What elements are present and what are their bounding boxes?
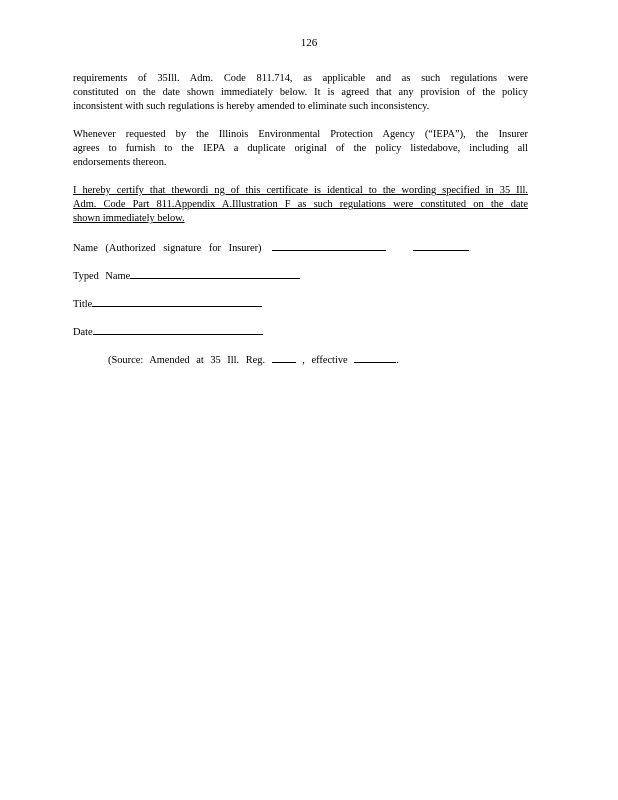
paragraph-certification <box>73 184 528 226</box>
text-line: shown immediately below. <box>73 213 185 224</box>
source-suffix: . <box>396 355 399 366</box>
date-label: Date <box>73 327 93 338</box>
paragraph-compliance <box>73 72 528 114</box>
source-prefix: (Source: Amended at 35 Ill. Reg. <box>108 355 266 366</box>
signature-blank[interactable] <box>272 240 386 251</box>
signature-blank-secondary[interactable] <box>413 240 469 251</box>
register-number-blank[interactable] <box>272 352 296 363</box>
text-line: constituted on the date shown immediately below. It is agreed that any provision of the policy <box>73 87 528 98</box>
title-label: Title <box>73 299 93 310</box>
title-blank[interactable] <box>92 296 262 307</box>
page-number: 126 <box>300 37 318 49</box>
typed-name-label: Typed Name <box>73 271 131 282</box>
text-line: inconsistent with such regulations is hereby amended to eliminate such inconsistency. <box>73 101 430 112</box>
text-line: requirements of 35Ill. Adm. Code 811.714, as applicable and as such regulations were <box>73 73 528 84</box>
text-line: I hereby certify that thewordi ng of this certificate is identical to the wording specified in 35 Ill. <box>73 185 528 196</box>
signature-label: Name (Authorized signature for Insurer) <box>73 243 262 254</box>
source-note <box>108 352 399 368</box>
text-line: Adm. Code Part 811.Appendix A.Illustration F as such regulations were constituted on the date <box>73 199 528 210</box>
signature-field <box>73 240 469 256</box>
typed-name-blank[interactable] <box>130 268 300 279</box>
title-field <box>73 296 262 312</box>
text-line: endorsements thereon. <box>73 157 167 168</box>
date-field <box>73 324 263 340</box>
typed-name-field <box>73 268 300 284</box>
text-line: Whenever requested by the Illinois Environmental Protection Agency (“IEPA”), the Insurer <box>73 129 528 140</box>
paragraph-iepa-request <box>73 128 528 170</box>
date-blank[interactable] <box>93 324 263 335</box>
text-line: agrees to furnish to the IEPA a duplicate original of the policy listedabove, including all <box>73 143 528 154</box>
source-effective: , effective <box>302 355 348 366</box>
effective-date-blank[interactable] <box>354 352 396 363</box>
